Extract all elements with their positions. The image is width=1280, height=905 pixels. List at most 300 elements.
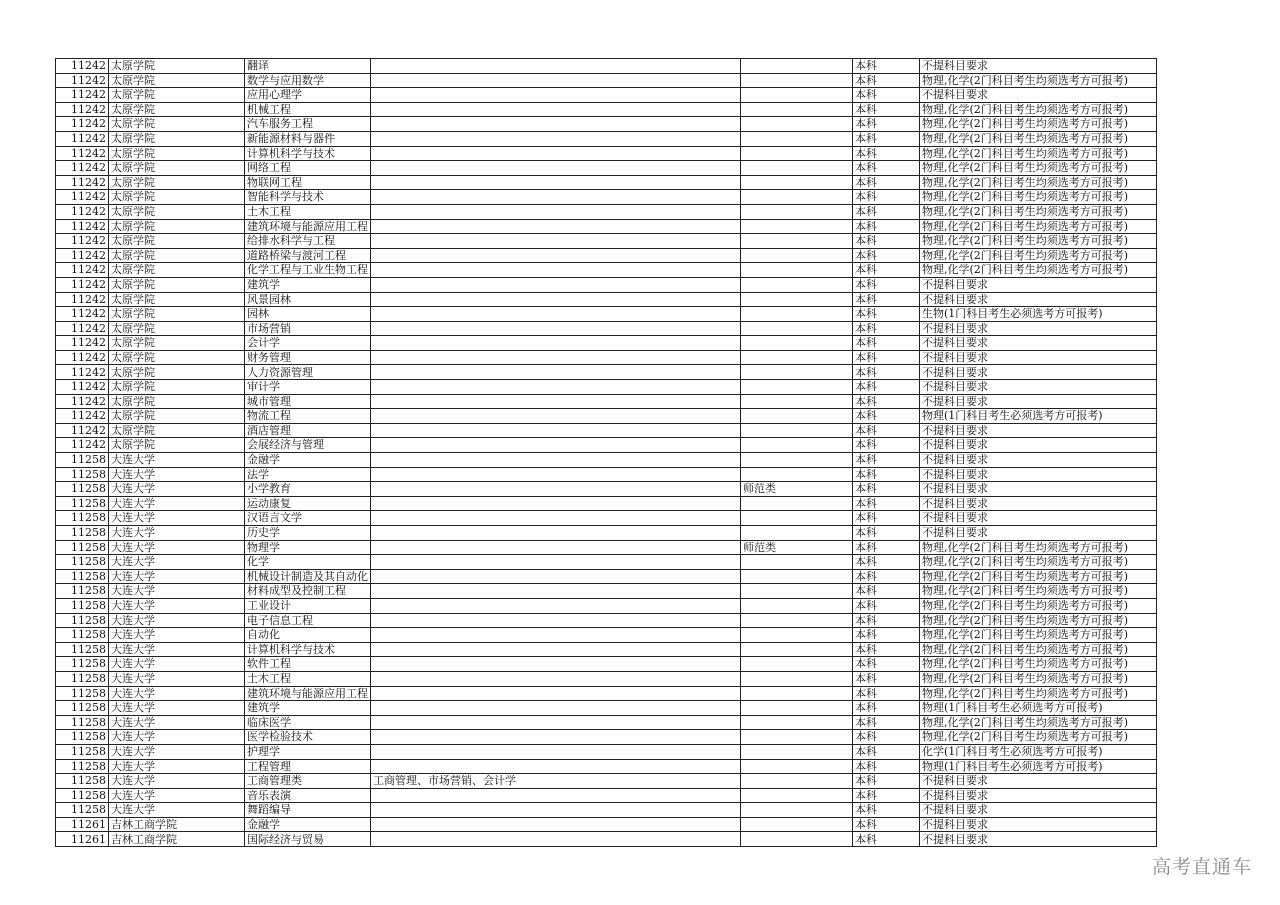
table-row (56, 438, 1157, 453)
major-name-cell: 应用心理学 (245, 88, 371, 103)
subject-requirement-cell: 化学(1门科目考生必须选考方可报考) (920, 744, 1157, 759)
category-cell (741, 686, 853, 701)
school-code-cell: 11242 (56, 190, 109, 205)
category-cell (741, 336, 853, 351)
category-cell (741, 803, 853, 818)
major-note-cell (371, 131, 741, 146)
school-code-cell: 11242 (56, 394, 109, 409)
school-code-cell: 11242 (56, 59, 109, 74)
school-code-cell: 11258 (56, 496, 109, 511)
major-name-cell: 金融学 (245, 453, 371, 468)
major-note-cell (371, 350, 741, 365)
major-note-cell (371, 423, 741, 438)
subject-requirement-cell: 不提科目要求 (920, 321, 1157, 336)
subject-requirement-cell: 物理,化学(2门科目考生均须选考方可报考) (920, 131, 1157, 146)
school-name-cell: 太原学院 (109, 88, 245, 103)
school-name-cell: 大连大学 (109, 453, 245, 468)
major-name-cell: 临床医学 (245, 715, 371, 730)
school-code-cell: 11242 (56, 350, 109, 365)
subject-requirement-cell: 物理,化学(2门科目考生均须选考方可报考) (920, 219, 1157, 234)
major-note-cell (371, 234, 741, 249)
subject-requirement-cell: 不提科目要求 (920, 467, 1157, 482)
subject-requirement-cell: 不提科目要求 (920, 817, 1157, 832)
level-cell: 本科 (853, 263, 920, 278)
subject-requirement-cell: 不提科目要求 (920, 423, 1157, 438)
school-name-cell: 大连大学 (109, 598, 245, 613)
major-name-cell: 历史学 (245, 526, 371, 541)
category-cell (741, 161, 853, 176)
school-code-cell: 11258 (56, 628, 109, 643)
subject-requirement-cell: 物理,化学(2门科目考生均须选考方可报考) (920, 715, 1157, 730)
table-row (56, 102, 1157, 117)
school-code-cell: 11242 (56, 88, 109, 103)
subject-requirement-cell: 不提科目要求 (920, 482, 1157, 497)
school-code-cell: 11242 (56, 117, 109, 132)
major-name-cell: 汽车服务工程 (245, 117, 371, 132)
subject-requirement-cell: 不提科目要求 (920, 788, 1157, 803)
table-row (56, 613, 1157, 628)
subject-requirement-cell: 不提科目要求 (920, 774, 1157, 789)
major-note-cell (371, 467, 741, 482)
table-row (56, 277, 1157, 292)
major-note-cell (371, 628, 741, 643)
subject-requirement-cell: 物理,化学(2门科目考生均须选考方可报考) (920, 263, 1157, 278)
school-name-cell: 太原学院 (109, 102, 245, 117)
school-name-cell: 太原学院 (109, 336, 245, 351)
major-name-cell: 物联网工程 (245, 175, 371, 190)
school-code-cell: 11258 (56, 598, 109, 613)
school-name-cell: 太原学院 (109, 234, 245, 249)
category-cell (741, 832, 853, 847)
level-cell: 本科 (853, 423, 920, 438)
level-cell: 本科 (853, 730, 920, 745)
school-code-cell: 11258 (56, 701, 109, 716)
category-cell: 师范类 (741, 540, 853, 555)
school-code-cell: 11242 (56, 336, 109, 351)
major-name-cell: 市场营销 (245, 321, 371, 336)
level-cell: 本科 (853, 453, 920, 468)
level-cell: 本科 (853, 788, 920, 803)
major-name-cell: 园林 (245, 307, 371, 322)
subject-requirement-cell: 物理(1门科目考生必须选考方可报考) (920, 759, 1157, 774)
major-name-cell: 计算机科学与技术 (245, 146, 371, 161)
school-code-cell: 11242 (56, 438, 109, 453)
level-cell: 本科 (853, 438, 920, 453)
school-code-cell: 11258 (56, 453, 109, 468)
school-name-cell: 太原学院 (109, 380, 245, 395)
category-cell (741, 88, 853, 103)
category-cell (741, 759, 853, 774)
major-note-cell (371, 832, 741, 847)
school-name-cell: 大连大学 (109, 730, 245, 745)
level-cell: 本科 (853, 292, 920, 307)
category-cell (741, 671, 853, 686)
subject-requirement-cell: 物理,化学(2门科目考生均须选考方可报考) (920, 613, 1157, 628)
major-note-cell (371, 642, 741, 657)
major-note-cell (371, 146, 741, 161)
school-code-cell: 11242 (56, 146, 109, 161)
school-name-cell: 太原学院 (109, 409, 245, 424)
school-name-cell: 太原学院 (109, 423, 245, 438)
category-cell (741, 788, 853, 803)
major-note-cell (371, 496, 741, 511)
subject-requirement-cell: 不提科目要求 (920, 380, 1157, 395)
major-note-cell (371, 117, 741, 132)
level-cell: 本科 (853, 350, 920, 365)
school-code-cell: 11258 (56, 642, 109, 657)
table-row (56, 642, 1157, 657)
major-name-cell: 音乐表演 (245, 788, 371, 803)
major-name-cell: 物流工程 (245, 409, 371, 424)
level-cell: 本科 (853, 394, 920, 409)
school-code-cell: 11258 (56, 744, 109, 759)
major-note-cell (371, 59, 741, 74)
school-name-cell: 太原学院 (109, 146, 245, 161)
school-code-cell: 11261 (56, 817, 109, 832)
major-name-cell: 会展经济与管理 (245, 438, 371, 453)
school-name-cell: 太原学院 (109, 365, 245, 380)
table-row (56, 730, 1157, 745)
school-code-cell: 11242 (56, 365, 109, 380)
subject-requirement-cell: 不提科目要求 (920, 350, 1157, 365)
major-name-cell: 机械设计制造及其自动化 (245, 569, 371, 584)
major-note-cell (371, 598, 741, 613)
major-name-cell: 土木工程 (245, 671, 371, 686)
school-name-cell: 太原学院 (109, 161, 245, 176)
level-cell: 本科 (853, 496, 920, 511)
category-cell (741, 117, 853, 132)
table-row (56, 832, 1157, 847)
category-cell (741, 219, 853, 234)
school-name-cell: 太原学院 (109, 219, 245, 234)
major-note-cell: 工商管理、市场营销、会计学 (371, 774, 741, 789)
category-cell (741, 307, 853, 322)
major-note-cell (371, 803, 741, 818)
category-cell (741, 657, 853, 672)
table-row (56, 584, 1157, 599)
major-note-cell (371, 730, 741, 745)
category-cell (741, 409, 853, 424)
level-cell: 本科 (853, 380, 920, 395)
subject-requirement-cell: 物理,化学(2门科目考生均须选考方可报考) (920, 234, 1157, 249)
major-note-cell (371, 744, 741, 759)
level-cell: 本科 (853, 409, 920, 424)
major-note-cell (371, 671, 741, 686)
major-name-cell: 数学与应用数学 (245, 73, 371, 88)
table-row (56, 307, 1157, 322)
subject-requirement-cell: 物理,化学(2门科目考生均须选考方可报考) (920, 190, 1157, 205)
major-note-cell (371, 336, 741, 351)
category-cell (741, 453, 853, 468)
major-note-cell (371, 204, 741, 219)
school-code-cell: 11258 (56, 715, 109, 730)
category-cell (741, 569, 853, 584)
subject-requirement-cell: 物理(1门科目考生必须选考方可报考) (920, 409, 1157, 424)
level-cell: 本科 (853, 715, 920, 730)
category-cell (741, 59, 853, 74)
table-row (56, 423, 1157, 438)
table-row (56, 744, 1157, 759)
table-row (56, 526, 1157, 541)
major-name-cell: 人力资源管理 (245, 365, 371, 380)
subject-requirement-cell: 物理(1门科目考生必须选考方可报考) (920, 701, 1157, 716)
school-name-cell: 太原学院 (109, 277, 245, 292)
major-name-cell: 建筑学 (245, 277, 371, 292)
major-note-cell (371, 686, 741, 701)
major-name-cell: 建筑环境与能源应用工程 (245, 219, 371, 234)
school-code-cell: 11242 (56, 263, 109, 278)
major-note-cell (371, 817, 741, 832)
table-row (56, 190, 1157, 205)
category-cell (741, 774, 853, 789)
subject-requirement-cell: 物理,化学(2门科目考生均须选考方可报考) (920, 730, 1157, 745)
table-row (56, 453, 1157, 468)
level-cell: 本科 (853, 190, 920, 205)
table-row (56, 146, 1157, 161)
table-row (56, 248, 1157, 263)
school-code-cell: 11242 (56, 248, 109, 263)
watermark-text: 高考直通车 (1151, 856, 1252, 878)
category-cell (741, 555, 853, 570)
level-cell: 本科 (853, 657, 920, 672)
subject-requirement-cell: 不提科目要求 (920, 511, 1157, 526)
school-name-cell: 吉林工商学院 (109, 817, 245, 832)
level-cell: 本科 (853, 686, 920, 701)
level-cell: 本科 (853, 774, 920, 789)
category-cell (741, 394, 853, 409)
table-row (56, 496, 1157, 511)
major-name-cell: 化学工程与工业生物工程 (245, 263, 371, 278)
category-cell (741, 292, 853, 307)
category-cell (741, 131, 853, 146)
school-name-cell: 大连大学 (109, 613, 245, 628)
category-cell (741, 438, 853, 453)
major-name-cell: 物理学 (245, 540, 371, 555)
major-note-cell (371, 248, 741, 263)
level-cell: 本科 (853, 540, 920, 555)
subject-requirement-cell: 物理,化学(2门科目考生均须选考方可报考) (920, 102, 1157, 117)
category-cell (741, 365, 853, 380)
category-cell (741, 511, 853, 526)
level-cell: 本科 (853, 59, 920, 74)
category-cell (741, 584, 853, 599)
school-code-cell: 11242 (56, 307, 109, 322)
school-name-cell: 大连大学 (109, 744, 245, 759)
major-note-cell (371, 584, 741, 599)
subject-requirement-cell: 不提科目要求 (920, 277, 1157, 292)
category-cell: 师范类 (741, 482, 853, 497)
table-row (56, 511, 1157, 526)
school-name-cell: 太原学院 (109, 292, 245, 307)
table-row (56, 117, 1157, 132)
school-code-cell: 11242 (56, 423, 109, 438)
subject-requirement-cell: 物理,化学(2门科目考生均须选考方可报考) (920, 146, 1157, 161)
category-cell (741, 146, 853, 161)
subject-requirement-cell: 物理,化学(2门科目考生均须选考方可报考) (920, 628, 1157, 643)
major-name-cell: 城市管理 (245, 394, 371, 409)
school-name-cell: 太原学院 (109, 131, 245, 146)
school-code-cell: 11258 (56, 657, 109, 672)
category-cell (741, 190, 853, 205)
level-cell: 本科 (853, 482, 920, 497)
table-row (56, 219, 1157, 234)
school-name-cell: 大连大学 (109, 759, 245, 774)
school-name-cell: 太原学院 (109, 307, 245, 322)
school-code-cell: 11258 (56, 482, 109, 497)
table-row (56, 686, 1157, 701)
category-cell (741, 321, 853, 336)
major-name-cell: 软件工程 (245, 657, 371, 672)
school-name-cell: 大连大学 (109, 511, 245, 526)
level-cell: 本科 (853, 613, 920, 628)
major-name-cell: 智能科学与技术 (245, 190, 371, 205)
school-code-cell: 11258 (56, 511, 109, 526)
school-code-cell: 11242 (56, 380, 109, 395)
major-note-cell (371, 263, 741, 278)
school-code-cell: 11258 (56, 788, 109, 803)
table-row (56, 350, 1157, 365)
major-note-cell (371, 526, 741, 541)
subject-requirement-cell: 物理,化学(2门科目考生均须选考方可报考) (920, 598, 1157, 613)
major-name-cell: 自动化 (245, 628, 371, 643)
category-cell (741, 73, 853, 88)
level-cell: 本科 (853, 336, 920, 351)
school-name-cell: 太原学院 (109, 117, 245, 132)
category-cell (741, 628, 853, 643)
major-name-cell: 工业设计 (245, 598, 371, 613)
major-note-cell (371, 555, 741, 570)
table-row (56, 394, 1157, 409)
category-cell (741, 175, 853, 190)
table-body (56, 59, 1157, 847)
category-cell (741, 204, 853, 219)
table-row (56, 59, 1157, 74)
table-row (56, 263, 1157, 278)
school-code-cell: 11258 (56, 555, 109, 570)
subject-requirement-cell: 物理,化学(2门科目考生均须选考方可报考) (920, 73, 1157, 88)
level-cell: 本科 (853, 642, 920, 657)
major-name-cell: 道路桥梁与渡河工程 (245, 248, 371, 263)
school-name-cell: 大连大学 (109, 526, 245, 541)
major-note-cell (371, 569, 741, 584)
major-name-cell: 护理学 (245, 744, 371, 759)
major-name-cell: 工商管理类 (245, 774, 371, 789)
major-name-cell: 翻译 (245, 59, 371, 74)
major-name-cell: 审计学 (245, 380, 371, 395)
major-note-cell (371, 161, 741, 176)
major-note-cell (371, 365, 741, 380)
school-name-cell: 大连大学 (109, 555, 245, 570)
subject-requirement-cell: 物理,化学(2门科目考生均须选考方可报考) (920, 175, 1157, 190)
table-row (56, 88, 1157, 103)
major-note-cell (371, 380, 741, 395)
major-note-cell (371, 438, 741, 453)
major-note-cell (371, 453, 741, 468)
subject-requirement-cell: 不提科目要求 (920, 438, 1157, 453)
major-name-cell: 汉语言文学 (245, 511, 371, 526)
major-name-cell: 机械工程 (245, 102, 371, 117)
school-code-cell: 11258 (56, 467, 109, 482)
school-name-cell: 大连大学 (109, 540, 245, 555)
major-note-cell (371, 482, 741, 497)
level-cell: 本科 (853, 832, 920, 847)
major-name-cell: 建筑环境与能源应用工程 (245, 686, 371, 701)
major-name-cell: 财务管理 (245, 350, 371, 365)
level-cell: 本科 (853, 131, 920, 146)
major-note-cell (371, 175, 741, 190)
major-name-cell: 风景园林 (245, 292, 371, 307)
school-code-cell: 11242 (56, 161, 109, 176)
subject-requirement-cell: 物理,化学(2门科目考生均须选考方可报考) (920, 584, 1157, 599)
level-cell: 本科 (853, 73, 920, 88)
major-name-cell: 舞蹈编导 (245, 803, 371, 818)
level-cell: 本科 (853, 628, 920, 643)
table-row (56, 569, 1157, 584)
level-cell: 本科 (853, 598, 920, 613)
major-note-cell (371, 321, 741, 336)
category-cell (741, 526, 853, 541)
major-note-cell (371, 292, 741, 307)
school-name-cell: 大连大学 (109, 803, 245, 818)
level-cell: 本科 (853, 307, 920, 322)
category-cell (741, 234, 853, 249)
school-code-cell: 11242 (56, 292, 109, 307)
table-row (56, 292, 1157, 307)
subject-requirement-cell: 不提科目要求 (920, 453, 1157, 468)
table-row (56, 540, 1157, 555)
level-cell: 本科 (853, 744, 920, 759)
school-code-cell: 11242 (56, 277, 109, 292)
school-code-cell: 11258 (56, 540, 109, 555)
school-name-cell: 大连大学 (109, 467, 245, 482)
major-note-cell (371, 409, 741, 424)
level-cell: 本科 (853, 321, 920, 336)
major-note-cell (371, 540, 741, 555)
school-name-cell: 大连大学 (109, 701, 245, 716)
level-cell: 本科 (853, 204, 920, 219)
major-name-cell: 给排水科学与工程 (245, 234, 371, 249)
subject-requirement-cell: 物理,化学(2门科目考生均须选考方可报考) (920, 569, 1157, 584)
major-name-cell: 土木工程 (245, 204, 371, 219)
school-code-cell: 11242 (56, 234, 109, 249)
school-code-cell: 11258 (56, 613, 109, 628)
school-code-cell: 11258 (56, 671, 109, 686)
school-name-cell: 吉林工商学院 (109, 832, 245, 847)
table-row (56, 234, 1157, 249)
subject-requirement-cell: 不提科目要求 (920, 292, 1157, 307)
school-code-cell: 11258 (56, 730, 109, 745)
major-note-cell (371, 73, 741, 88)
major-name-cell: 小学教育 (245, 482, 371, 497)
table-row (56, 161, 1157, 176)
level-cell: 本科 (853, 161, 920, 176)
category-cell (741, 467, 853, 482)
major-name-cell: 建筑学 (245, 701, 371, 716)
major-name-cell: 计算机科学与技术 (245, 642, 371, 657)
table-row (56, 803, 1157, 818)
category-cell (741, 277, 853, 292)
level-cell: 本科 (853, 569, 920, 584)
table-row (56, 204, 1157, 219)
subject-requirement-cell: 物理,化学(2门科目考生均须选考方可报考) (920, 555, 1157, 570)
major-name-cell: 工程管理 (245, 759, 371, 774)
school-name-cell: 大连大学 (109, 628, 245, 643)
subject-requirement-cell: 不提科目要求 (920, 59, 1157, 74)
table-row (56, 131, 1157, 146)
subject-requirement-cell: 物理,化学(2门科目考生均须选考方可报考) (920, 117, 1157, 132)
school-name-cell: 太原学院 (109, 394, 245, 409)
school-name-cell: 大连大学 (109, 657, 245, 672)
